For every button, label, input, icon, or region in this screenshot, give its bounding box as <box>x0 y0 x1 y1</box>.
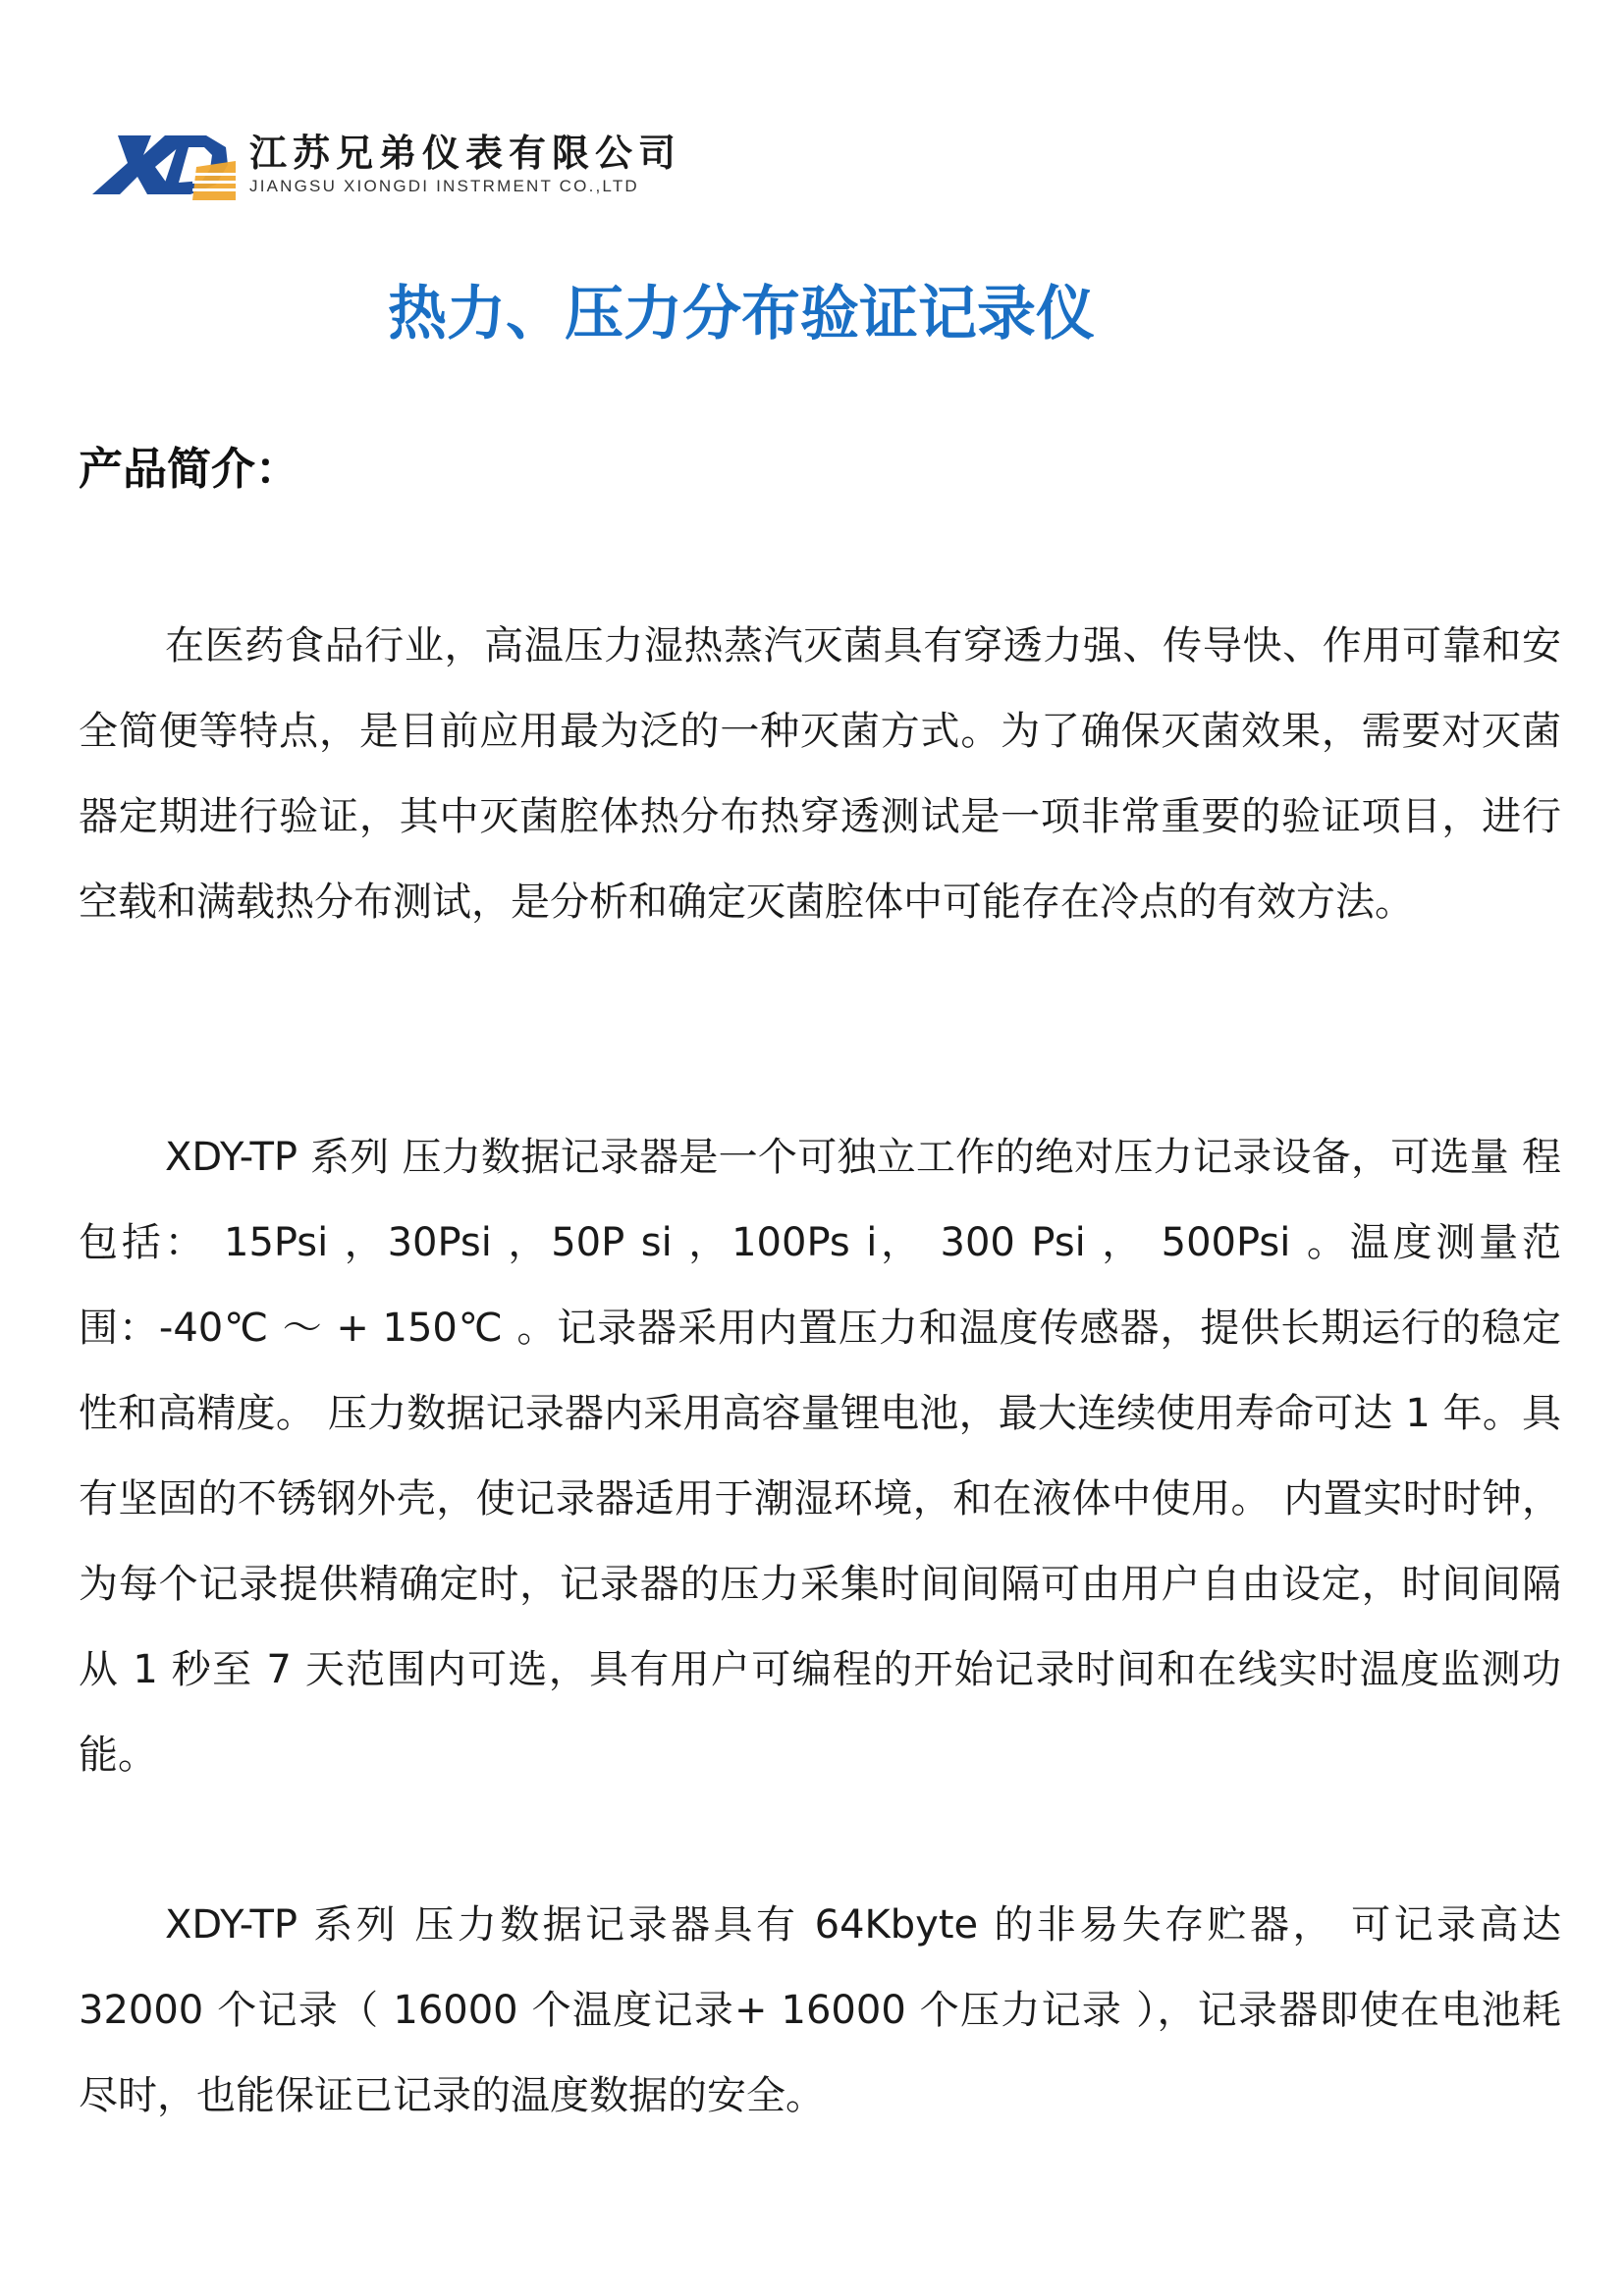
paragraph-recorder-specs: XDY-TP 系列 压力数据记录器是一个可独立工作的绝对压力记录设备，可选量 程包括： 15Psi ，30Psi ，50P si ，100Ps i， 300 Psi ， 500Psi 。温度测量范围：-40℃ ～ + 150℃ 。记录器采用内置压力和温度传感器，提供长期运行的稳定性和高精度。 压力数据记录器内采用高容量锂电池，最大连续使用寿命可达 1 年。具有坚固的不锈钢外壳，使记录器适用于潮湿环境，和在液体中使用。 内置实时时钟，为每个记录提供精确定时，记录器的压力采集时间间隔可由用户自由设定，时间间隔从 1 秒至 7 天范围内可选，具有用户可编程的开始记录时间和在线实时温度监测功能。 <box>79 1135 1561 1778</box>
company-name-en: JIANGSU XIONGDI INSTRMENT CO.,LTD <box>249 177 639 195</box>
company-name-cn: 江苏兄弟仪表有限公司 <box>249 132 682 175</box>
paragraph-sterilization-intro: 在医药食品行业，高温压力湿热蒸汽灭菌具有穿透力强、传导快、作用可靠和安全简便等特点，是目前应用最为泛的一种灭菌方式。为了确保灭菌效果，需要对灭菌器定期进行验证，其中灭菌腔体热分布热穿透测试是一项非常重要的验证项目，进行空载和满载热分布测试，是分析和确定灭菌腔体中可能存在冷点的有效方法。 <box>79 623 1561 925</box>
section-heading-product-intro: 产品简介： <box>79 443 300 495</box>
company-name-block <box>249 131 681 197</box>
company-header <box>90 126 681 202</box>
document-title: 热力、压力分布验证记录仪 <box>388 280 1095 348</box>
xd-logo-icon <box>90 126 236 202</box>
paragraph-memory-capacity: XDY-TP 系列 压力数据记录器具有 64Kbyte 的非易失存贮器， 可记录高达 32000 个记录（ 16000 个温度记录+ 16000 个压力记录 ），记录器即使在电池耗尽时，也能保证已记录的温度数据的安全。 <box>79 1902 1561 2118</box>
